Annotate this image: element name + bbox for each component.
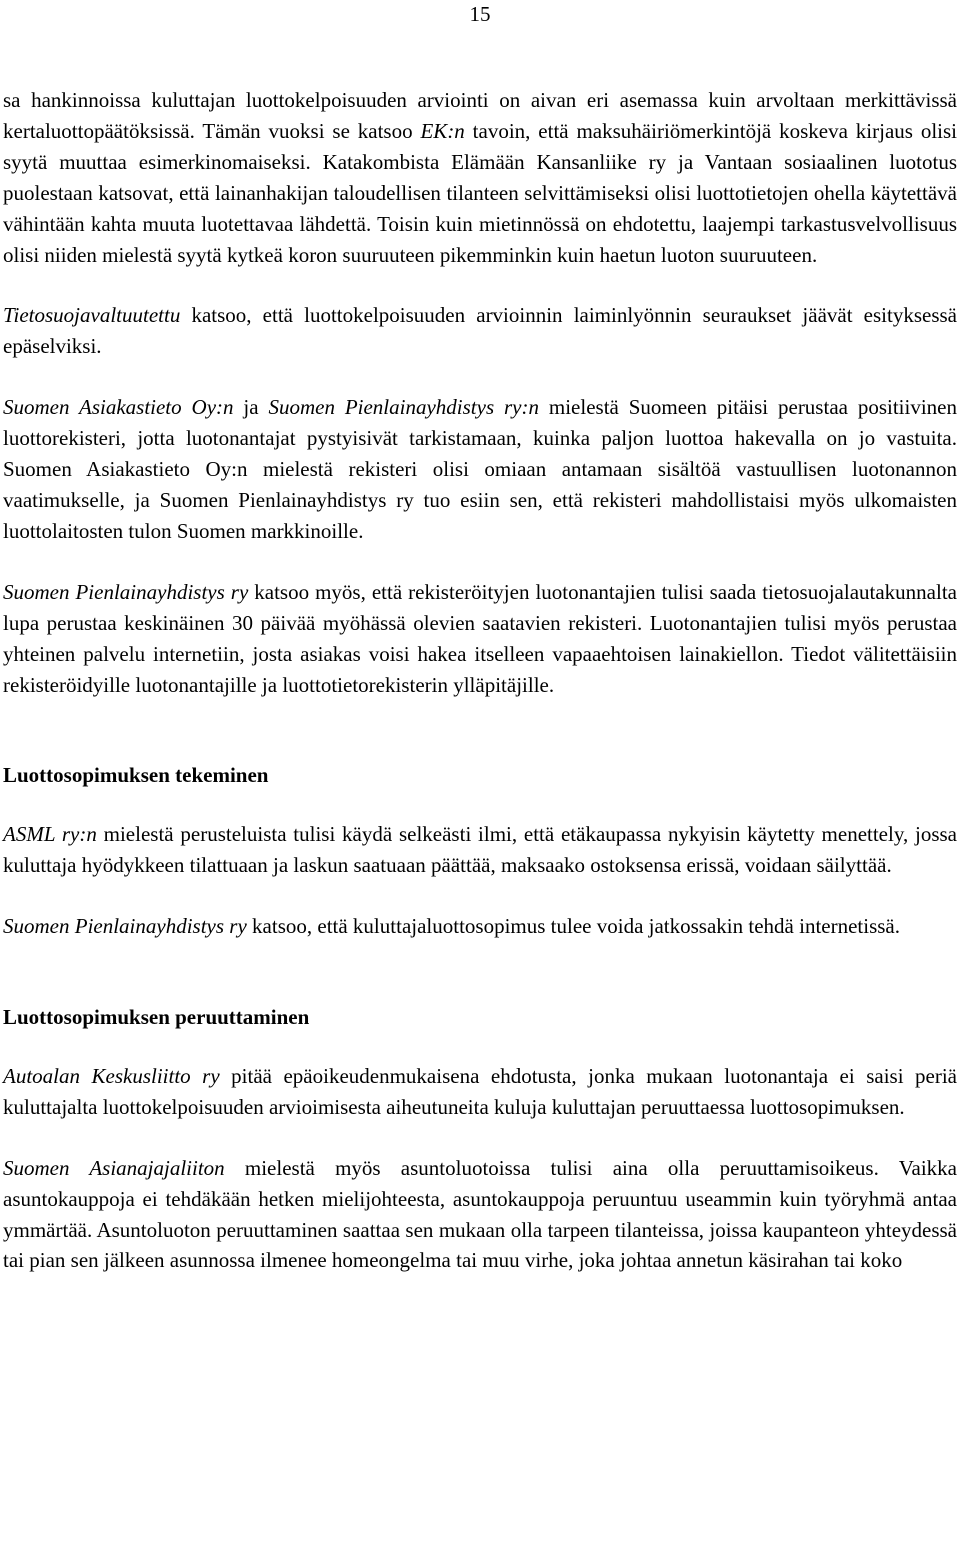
paragraph-text: katsoo, että kuluttajaluottosopimus tulee voida jatkossakin tehdä internetissä. xyxy=(246,914,901,939)
page-number: 15 xyxy=(469,2,491,26)
paragraph-text: sa hankinnoissa kuluttajan luottokelpoisuuden arviointi on aivan eri asemassa kuin arvoltaan merkittävissä kertaluottopäätöksissä. Tämän vuoksi se katsoo xyxy=(3,88,957,143)
paragraph-lender-register xyxy=(3,577,957,701)
organization-name: Suomen Pienlainayhdistys ry xyxy=(3,914,247,939)
organization-name: Tietosuojavaltuutettu xyxy=(3,303,181,328)
section-heading-contract-cancellation: Luottosopimuksen peruuttaminen xyxy=(3,1005,310,1030)
paragraph-text: katsoo, että luottokelpoisuuden arvioinnin laiminlyönnin seuraukset jäävät esityksessä epäselviksi. xyxy=(3,303,957,359)
paragraph-text: mielestä perusteluista tulisi käydä selkeästi ilmi, että etäkaupassa nykyisin käytetty menettely, jossa kuluttaja hyödykkeen tilattuaan ja laskun saatuaan päättää, maksaako ostoksensa erissä, voidaan säilyttää. xyxy=(3,822,957,878)
organization-name: Suomen Pienlainayhdistys ry xyxy=(3,579,249,604)
paragraph-positive-credit-register xyxy=(3,392,957,547)
paragraph-text: pitää epäoikeudenmukaisena ehdotusta, jonka mukaan luotonantaja ei saisi periä kuluttajalta luottokelpoisuuden arvioimisesta aiheutuneita kuluja kuluttajan peruuttaessa luottosopimuksen. xyxy=(3,1063,957,1119)
paragraph-data-protection xyxy=(3,300,957,362)
paragraph-text: ja xyxy=(233,395,269,420)
section-heading-contract-making: Luottosopimuksen tekeminen xyxy=(3,763,269,788)
paragraph-text: mielestä Suomeen pitäisi perustaa positiivinen luottorekisteri, jotta luotonantajat pystyisivät tarkistamaan, kuinka paljon luottoa hakevalla on jo vastuita. Suomen Asiakastieto Oy:n mielestä rekisteri olisi omiaan antamaan sisältöä vastuullisen luotonannon vaatimukselle, ja Suomen Pienlainayhdistys ry tuo esiin sen, että rekisteri mahdollistaisi myös ulkomaisten luottolaitosten tulon Suomen markkinoille. xyxy=(3,395,958,543)
organization-name: Suomen Asianajajaliiton xyxy=(3,1155,225,1180)
paragraph-text: mielestä myös asuntoluotoissa tulisi aina olla peruuttamisoikeus. Vaikka asuntokauppoja ei tehdäkään hetken mielijohteesta, asuntokauppoja peruuntuu useammin kuin työryhmä antaa ymmärtää. Asuntoluoton peruuttaminen saattaa sen mukaan olla tarpeen tilanteissa, joissa kaupanteon yhteydessä tai pian sen jälkeen asunnossa ilmenee homeongelma tai muu virhe, joka johtaa annetun käsirahan tai koko xyxy=(3,1155,958,1273)
paragraph-housing-loan-cancellation xyxy=(3,1153,957,1277)
paragraph-distance-selling xyxy=(3,819,957,881)
organization-name: ASML ry:n xyxy=(3,822,97,847)
organization-name: Suomen Pienlainayhdistys ry:n xyxy=(268,395,539,420)
organization-name: Suomen Asiakastieto Oy:n xyxy=(3,395,234,420)
paragraph-text: tavoin, että maksuhäiriömerkintöjä koskeva kirjaus olisi syytä muuttaa esimerkinomaiseksi. Katakombista Elämään Kansanliike ry ja Vantaan sosiaalinen luototus puolestaan katsovat, että lainanhakijan taloudellisen tilanteen selvittämiseksi olisi luottotietojen ohella käytettävä vähintään kahta muuta luotettavaa lähdettä. Toisin kuin mietinnössä on ehdotettu, laajempi tarkastusvelvollisuus olisi niiden mielestä syytä kytkeä koron suuruuteen pikemminkin kuin haetun luoton suuruuteen. xyxy=(3,118,958,267)
organization-name: EK:n xyxy=(420,118,465,143)
paragraph-cancellation-costs xyxy=(3,1061,957,1123)
paragraph-internet-contracts xyxy=(3,911,957,942)
paragraph-credit-assessment xyxy=(3,85,957,270)
organization-name: Autoalan Keskusliitto ry xyxy=(3,1063,220,1088)
document-body xyxy=(3,85,957,1276)
paragraph-text: katsoo myös, että rekisteröityjen luotonantajien tulisi saada tietosuojalautakunnalta lupa perustaa keskinäinen 30 päivää myöhässä olevien saatavien rekisteri. Luotonantajien tulisi myös perustaa yhteinen palvelu internetiin, josta asiakas voisi hakea itselleen vapaaehtoisen lainakiellon. Tiedot välitettäisiin rekisteröidyille luotonantajille ja luottotietorekisterin ylläpitäjille. xyxy=(3,579,957,697)
